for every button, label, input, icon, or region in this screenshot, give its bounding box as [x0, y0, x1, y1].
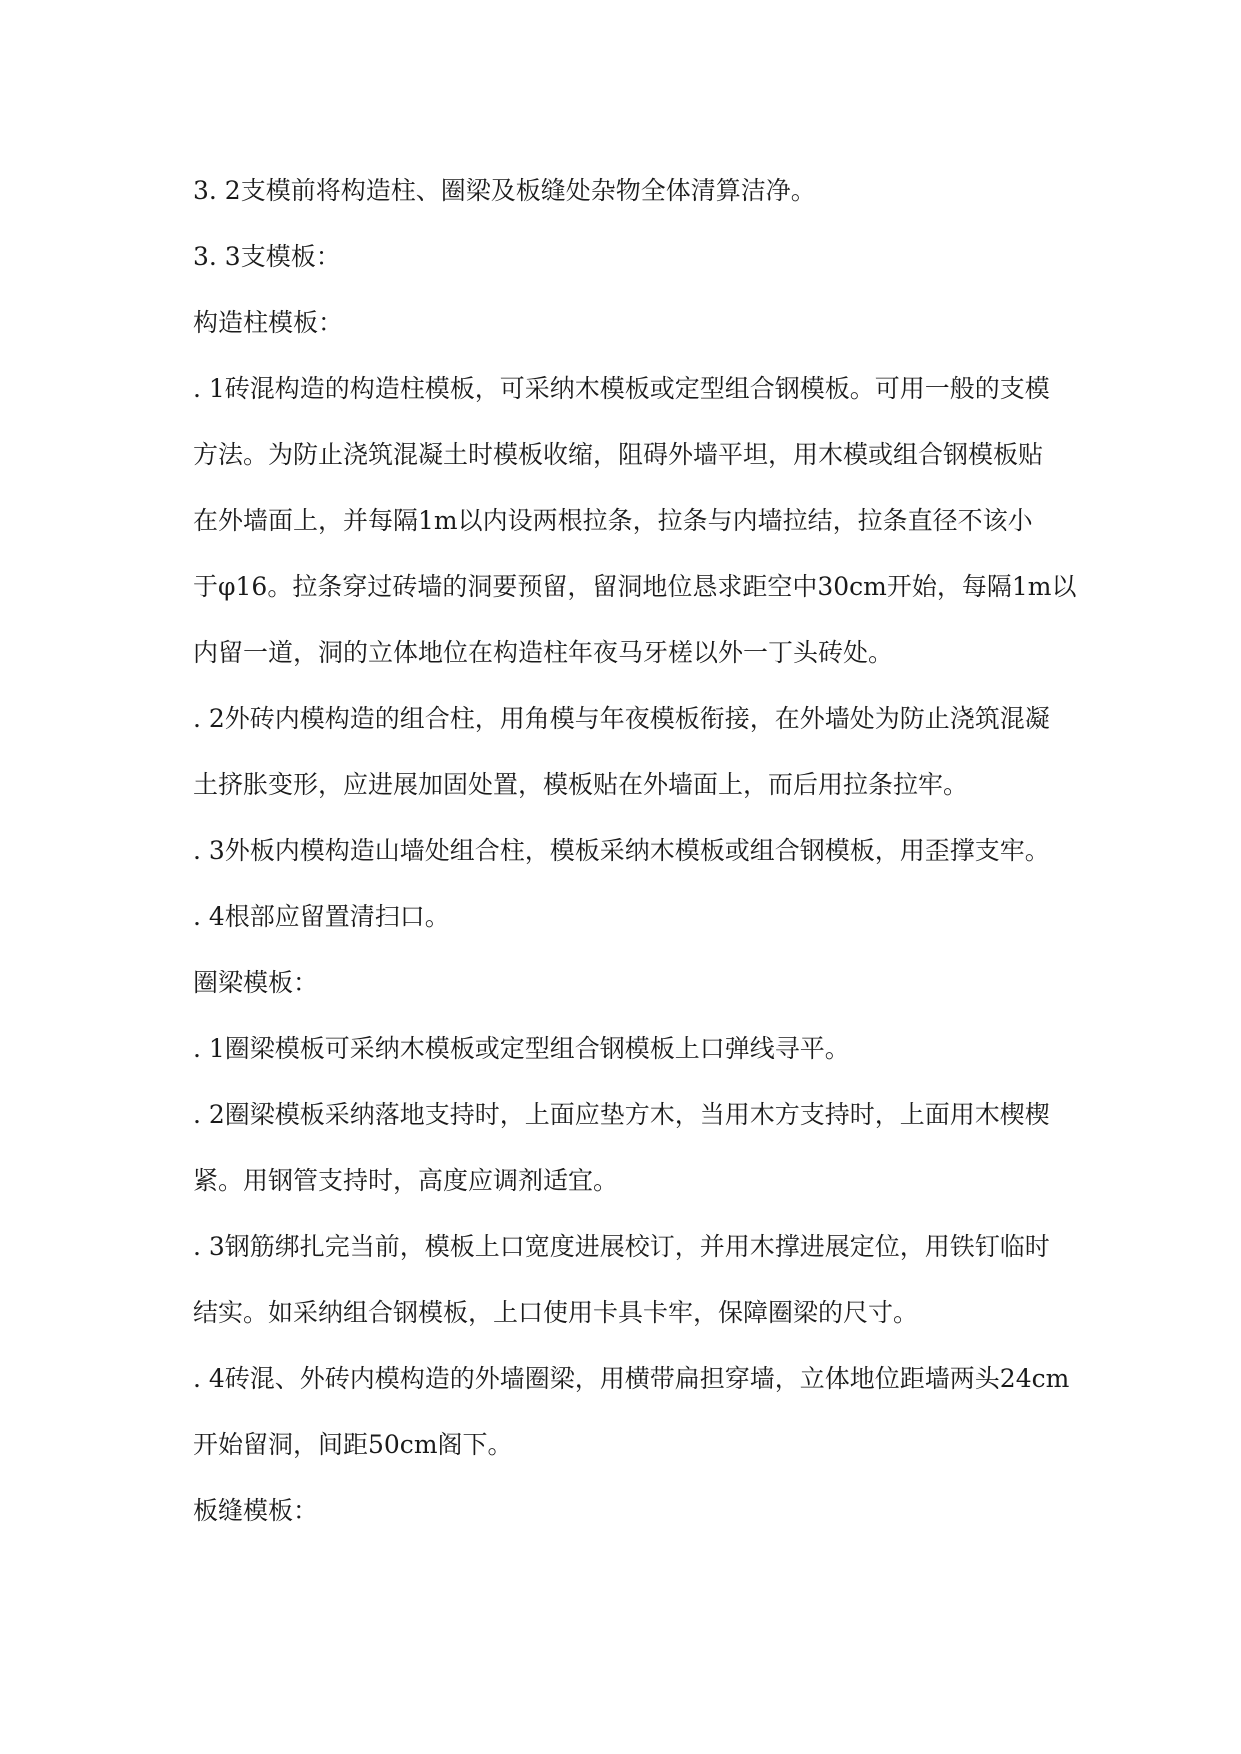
text-line: 土挤胀变形，应进展加固处置，模板贴在外墙面上，而后用拉条拉牢。 [193, 770, 969, 799]
text-line: . 1圈梁模板可采纳木模板或定型组合钢模板上口弹线寻平。 [193, 1034, 850, 1063]
document-body [193, 158, 1077, 1544]
text-line: . 2圈梁模板采纳落地支持时，上面应垫方木，当用木方支持时，上面用木楔楔 [193, 1100, 1050, 1129]
text-line: 于φ16。拉条穿过砖墙的洞要预留，留洞地位恳求距空中30cm开始，每隔1m以 [193, 572, 1077, 601]
text-line: 紧。用钢管支持时，高度应调剂适宜。 [193, 1166, 619, 1195]
text-line: 在外墙面上，并每隔1m以内设两根拉条，拉条与内墙拉结，拉条直径不该小 [193, 506, 1033, 535]
text-line: 结实。如采纳组合钢模板，上口使用卡具卡牢，保障圈梁的尺寸。 [193, 1298, 919, 1327]
text-line: 内留一道，洞的立体地位在构造柱年夜马牙槎以外一丁头砖处。 [193, 638, 894, 667]
subsection-heading: 圈梁模板： [193, 968, 319, 997]
text-line: 开始留洞，间距50cm阁下。 [193, 1430, 513, 1459]
text-line: . 4根部应留置清扫口。 [193, 902, 450, 931]
text-line: . 3外板内模构造山墙处组合柱，模板采纳木模板或组合钢模板，用歪撑支牢。 [193, 836, 1050, 865]
text-line: . 1砖混构造的构造柱模板，可采纳木模板或定型组合钢模板。可用一般的支模 [193, 374, 1050, 403]
text-line: . 2外砖内模构造的组合柱，用角模与年夜模板衔接，在外墙处为防止浇筑混凝 [193, 704, 1050, 733]
subsection-heading: 板缝模板： [193, 1496, 319, 1525]
text-line: 方法。为防止浇筑混凝土时模板收缩，阻碍外墙平坦，用木模或组合钢模板贴 [193, 440, 1044, 469]
subsection-heading: 构造柱模板： [193, 308, 344, 337]
section-heading: 3. 3支模板： [193, 242, 341, 271]
text-line: . 3钢筋绑扎完当前，模板上口宽度进展校订，并用木撑进展定位，用铁钉临时 [193, 1232, 1050, 1261]
text-line: 3. 2支模前将构造柱、圈梁及板缝处杂物全体清算洁净。 [193, 176, 816, 205]
text-line: . 4砖混、外砖内模构造的外墙圈梁，用横带扁担穿墙，立体地位距墙两头24cm [193, 1364, 1070, 1393]
